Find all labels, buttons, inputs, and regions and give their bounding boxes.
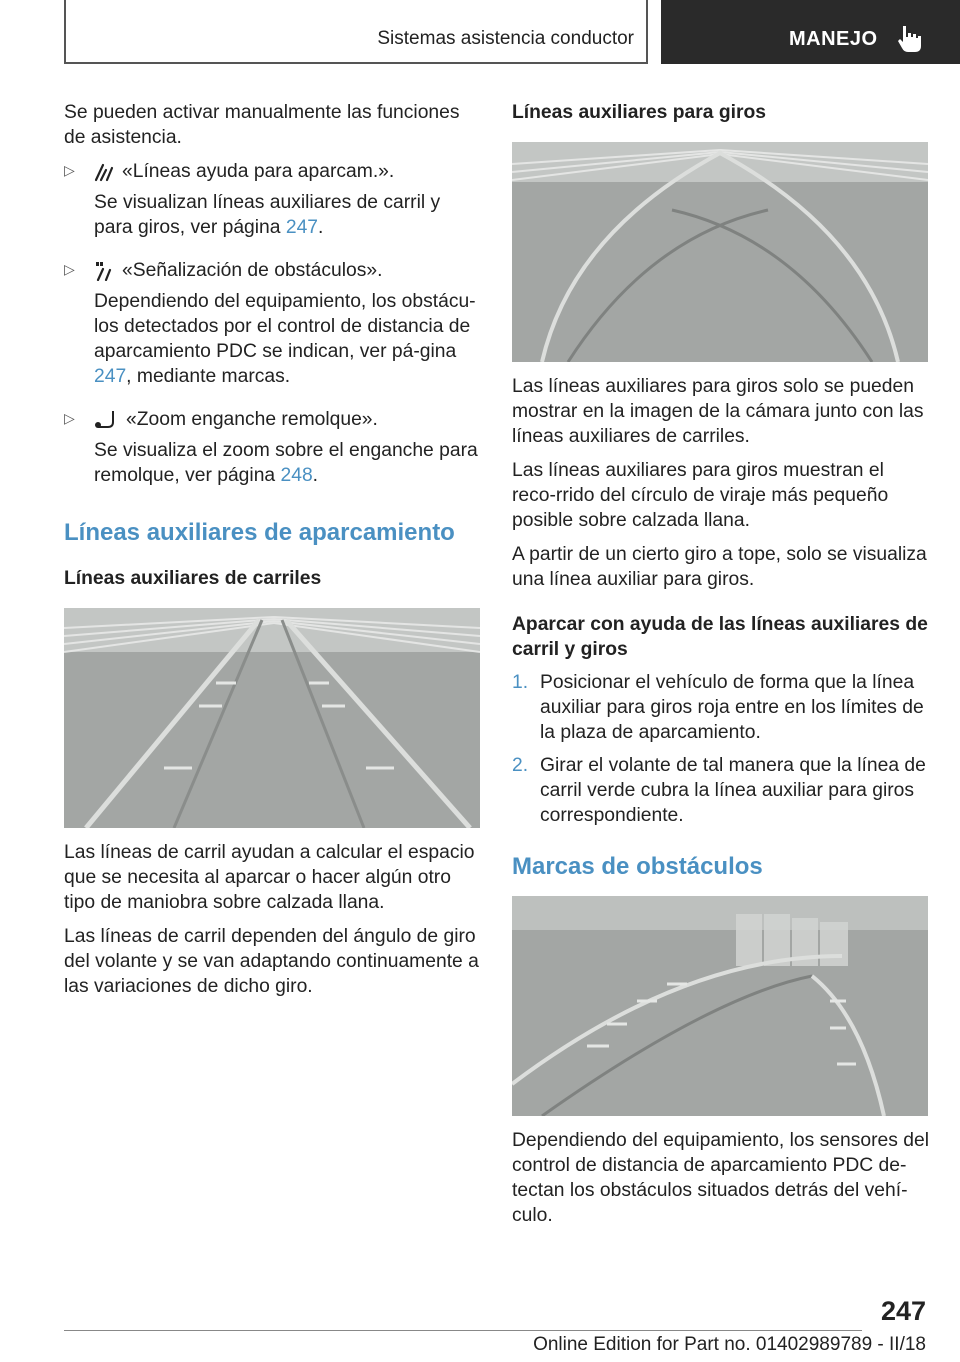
bullet-label: «Señalización de obstáculos». [122, 260, 383, 281]
step-number: 2. [512, 755, 529, 776]
bullet-label: «Líneas ayuda para aparcam.». [122, 161, 395, 182]
trailer-hitch-icon [94, 410, 118, 430]
section-title: Sistemas asistencia conductor [377, 28, 634, 49]
page-reference-link[interactable]: 247 [285, 217, 319, 238]
right-column [512, 100, 930, 1237]
bullet-triangle-icon: ▷ [64, 162, 75, 178]
hand-pointer-icon [897, 24, 923, 54]
footer-divider [64, 1330, 862, 1331]
left-column [64, 100, 482, 1008]
turning-lines-figure [512, 142, 928, 362]
list-item: ▷ «Zoom enganche remolque». Se visualiza el zoom sobre el enganche para remolque, ver página 248. [64, 409, 478, 486]
obstacle-marking-icon [94, 261, 114, 281]
body-paragraph: Las líneas auxiliares para giros muestran el reco‐rrido del círculo de viraje más pequeño posible sobre calzada llana. [512, 460, 889, 531]
step-text: Posicionar el vehículo de forma que la línea auxiliar para giros roja entre en los límites de la plaza de aparcamiento. [540, 672, 924, 743]
section-heading: Líneas auxiliares de aparcamiento [64, 519, 455, 546]
page-number: 247 [880, 1296, 926, 1326]
step-text: Girar el volante de tal manera que la línea de carril verde cubra la línea auxiliar para giros correspondiente. [540, 755, 926, 826]
subheading: Líneas auxiliares para giros [512, 102, 766, 123]
obstacle-markings-figure [512, 896, 928, 1116]
running-header-section [64, 0, 648, 64]
body-paragraph: Las líneas de carril ayudan a calcular el espacio que se necesita al aparcar o hacer algún otro tipo de maniobra sobre calzada llana. [64, 842, 475, 913]
lane-lines-figure [64, 608, 480, 828]
subheading: Líneas auxiliares de carriles [64, 568, 322, 589]
numbered-step [512, 670, 930, 745]
chapter-tab [661, 0, 960, 64]
step-number: 1. [512, 672, 529, 693]
section-heading: Marcas de obstáculos [512, 853, 763, 880]
page-reference-link[interactable]: 248 [280, 465, 313, 486]
body-paragraph: Las líneas auxiliares para giros solo se pueden mostrar en la imagen de la cámara junto con las líneas auxiliares de carriles. [512, 376, 924, 447]
list-item: ▷ «Líneas ayuda para aparcam.». Se visualizan líneas auxiliares de carril y para giros, ver página 247. [64, 161, 441, 238]
intro-paragraph: Se pueden activar manualmente las funciones de asistencia. [64, 102, 460, 148]
subheading: Aparcar con ayuda de las líneas auxiliares de carril y giros [512, 614, 928, 660]
body-paragraph: Dependiendo del equipamiento, los sensores del control de distancia de aparcamiento PDC de‐tectan los obstáculos situados detrás del vehí‐culo. [512, 1130, 929, 1226]
edition-footer: Online Edition for Part no. 01402989789 - II/18 [533, 1334, 926, 1355]
body-paragraph: Las líneas de carril dependen del ángulo de giro del volante y se van adaptando continuamente a las variaciones de dicho giro. [64, 926, 479, 997]
body-paragraph: A partir de un cierto giro a tope, solo se visualiza una línea auxiliar para giros. [512, 544, 927, 590]
page-reference-link[interactable]: 247 [94, 366, 127, 387]
parking-lines-icon [94, 162, 114, 182]
numbered-step [512, 753, 930, 828]
list-item: ▷ «Señalización de obstáculos». Dependiendo del equipamiento, los obstácu‐los detectados por el control de distancia de aparcamiento PDC se indican, ver pá‐gina 247, mediante marcas. [64, 260, 476, 387]
bullet-triangle-icon: ▷ [64, 410, 75, 426]
bullet-label: «Zoom enganche remolque». [126, 409, 378, 430]
chapter-title: MANEJO [789, 28, 878, 50]
bullet-triangle-icon: ▷ [64, 261, 75, 277]
